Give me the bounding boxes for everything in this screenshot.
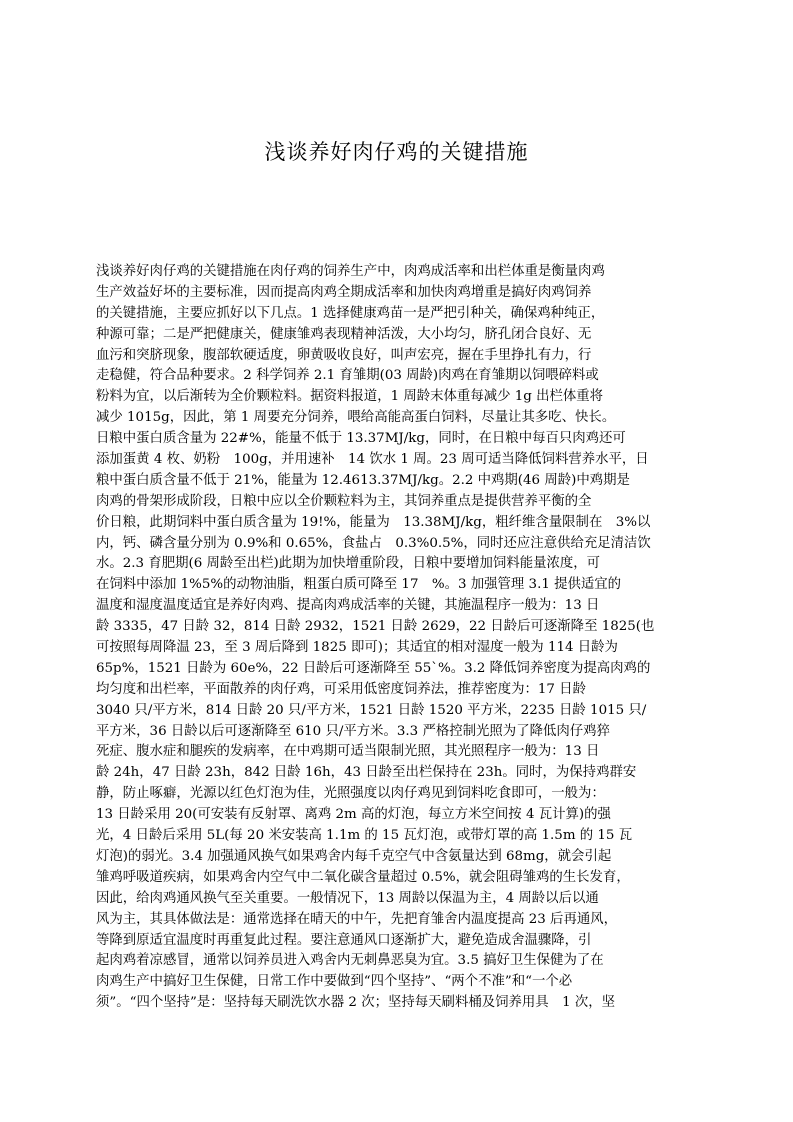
body-text-line: 雏鸡呼吸道疾病，如果鸡舍内空气中二氧化碳含量超过 0.5%，就会阻碍雏鸡的生长发育， — [96, 869, 630, 885]
body-text-line: 生产效益好坏的主要标准，因而提高肉鸡全期成活率和加快肉鸡增重是搞好肉鸡饲养 — [96, 284, 592, 300]
document-title: 浅谈养好肉仔鸡的关键措施 — [264, 140, 529, 164]
body-text-line: 添加蛋黄 4 枚、奶粉 100g，并用速补 14 饮水 1 周。23 周可适当降低饲料营养水平，日 — [96, 452, 649, 468]
body-text-line: 内，钙、磷含量分别为 0.9%和 0.65%，食盐占 0.3%0.5%，同时还应注意供给充足清洁饮 — [96, 535, 651, 551]
body-text-line: 起肉鸡着凉感冒，通常以饲养员进入鸡舍内无刺鼻恶臭为宜。3.5 搞好卫生保健为了在 — [96, 953, 604, 969]
body-text-line: 日粮中蛋白质含量为 22#%，能量不低于 13.37MJ/kg，同时，在日粮中每百只肉鸡还可 — [96, 431, 626, 447]
body-text-line: 肉鸡生产中搞好卫生保健，日常工作中要做到“四个坚持”、“两个不准”和“一个必 — [96, 974, 573, 990]
body-text-line: 死症、腹水症和腿疾的发病率，在中鸡期可适当限制光照，其光照程序一般为：13 日 — [96, 744, 600, 760]
body-text-line: 种源可靠；二是严把健康关，健康雏鸡表现精神活泼，大小均匀，脐孔闭合良好、无 — [96, 326, 592, 342]
body-text-line: 粮中蛋白质含量不低于 21%，能量为 12.4613.37MJ/kg。2.2 中鸡期(46 周龄)中鸡期是 — [96, 472, 630, 488]
body-text-line: 的关键措施，主要应抓好以下几点。1 选择健康鸡苗一是严把引种关，确保鸡种纯正， — [96, 305, 605, 321]
body-text-line: 龄 24h，47 日龄 23h，842 日龄 16h，43 日龄至出栏保持在 23h。同时，为保持鸡群安 — [96, 765, 637, 781]
body-text-line: 灯泡)的弱光。3.4 加强通风换气如果鸡舍内每千克空气中含氨量达到 68mg，就会引起 — [96, 848, 612, 864]
body-text-line: 风为主，其具体做法是：通常选择在晴天的中午，先把育雏舍内温度提高 23 后再通风， — [96, 911, 618, 927]
body-text-line: 在饲料中添加 1%5%的动物油脂，粗蛋白质可降至 17 %。3 加强管理 3.1 提供适宜的 — [96, 577, 622, 593]
body-text-line: 13 日龄采用 20(可安装有反射罩、离鸡 2m 高的灯泡，每立方米空间按 4 瓦计算)的强 — [96, 807, 611, 823]
body-text-line: 3040 只/平方米，814 日龄 20 只/平方米，1521 日龄 1520 平方米，2235 日龄 1015 只/ — [96, 702, 647, 718]
body-text-line: 龄 3335，47 日龄 32，814 日龄 2932，1521 日龄 2629，22 日龄后可逐渐降至 1825(也 — [96, 619, 655, 635]
body-text-line: 肉鸡的骨架形成阶段，日粮中应以全价颗粒料为主，其饲养重点是提供营养平衡的全 — [96, 493, 592, 509]
body-text-line: 温度和湿度温度适宜是养好肉鸡、提高肉鸡成活率的关键，其施温程序一般为：13 日 — [96, 598, 600, 614]
body-text-line: 65p%，1521 日龄为 60e%，22 日龄后可逐渐降至 55`%。3.2 降低饲养密度为提高肉鸡的 — [96, 660, 651, 676]
body-text-line: 等降到原适宜温度时再重复此过程。要注意通风口逐渐扩大，避免造成舍温骤降，引 — [96, 932, 592, 948]
body-text-line: 因此，给肉鸡通风换气至关重要。一般情况下，13 周龄以保温为主，4 周龄以后以通 — [96, 890, 599, 906]
body-text-line: 均匀度和出栏率，平面散养的肉仔鸡，可采用低密度饲养法，推荐密度为：17 日龄 — [96, 681, 586, 697]
body-text-line: 平方米，36 日龄以后可逐渐降至 610 只/平方米。3.3 严格控制光照为了降低肉仔鸡猝 — [96, 723, 610, 739]
body-text-line: 水。2.3 育肥期(6 周龄至出栏)此期为加快增重阶段，日粮中要增加饲料能量浓度，可 — [96, 556, 601, 572]
body-text-line: 血污和突脐现象，腹部软硬适度，卵黄吸收良好，叫声宏亮，握在手里挣扎有力，行 — [96, 347, 592, 363]
body-text-line: 粉料为宜，以后渐转为全价颗粒料。据资料报道，1 周龄末体重每减少 1g 出栏体重将 — [96, 389, 604, 405]
document-body — [96, 262, 716, 1014]
body-text-line: 走稳健，符合品种要求。2 科学饲养 2.1 育雏期(03 周龄)肉鸡在育雏期以饲喂碎料或 — [96, 368, 599, 384]
body-text-line: 可按照每周降温 23，至 3 周后降到 1825 即可)；其适宜的相对湿度一般为 114 日龄为 — [96, 640, 618, 656]
body-text-line: 价日粮，此期饲料中蛋白质含量为 19!%，能量为 13.38MJ/kg，粗纤维含量限制在 3%以 — [96, 514, 651, 530]
body-text-line: 静，防止啄癖，光源以红色灯泡为佳，光照强度以肉仔鸡见到饲料吃食即可，一般为： — [96, 786, 605, 802]
body-text-line: 光，4 日龄后采用 5L(每 20 米安装高 1.1m 的 15 瓦灯泡，或带灯罩的高 1.5m 的 15 瓦 — [96, 828, 633, 844]
body-text-line: 减少 1015g，因此，第 1 周要充分饲养，喂给高能高蛋白饲料，尽量让其多吃、快长。 — [96, 410, 616, 426]
body-text-line: 浅谈养好肉仔鸡的关键措施在肉仔鸡的饲养生产中，肉鸡成活率和出栏体重是衡量肉鸡 — [96, 264, 605, 279]
body-text-line: 须”。“四个坚持”是：坚持每天刷洗饮水器 2 次；坚持每天刷料桶及饲养用具 1 次，坚 — [96, 995, 616, 1011]
